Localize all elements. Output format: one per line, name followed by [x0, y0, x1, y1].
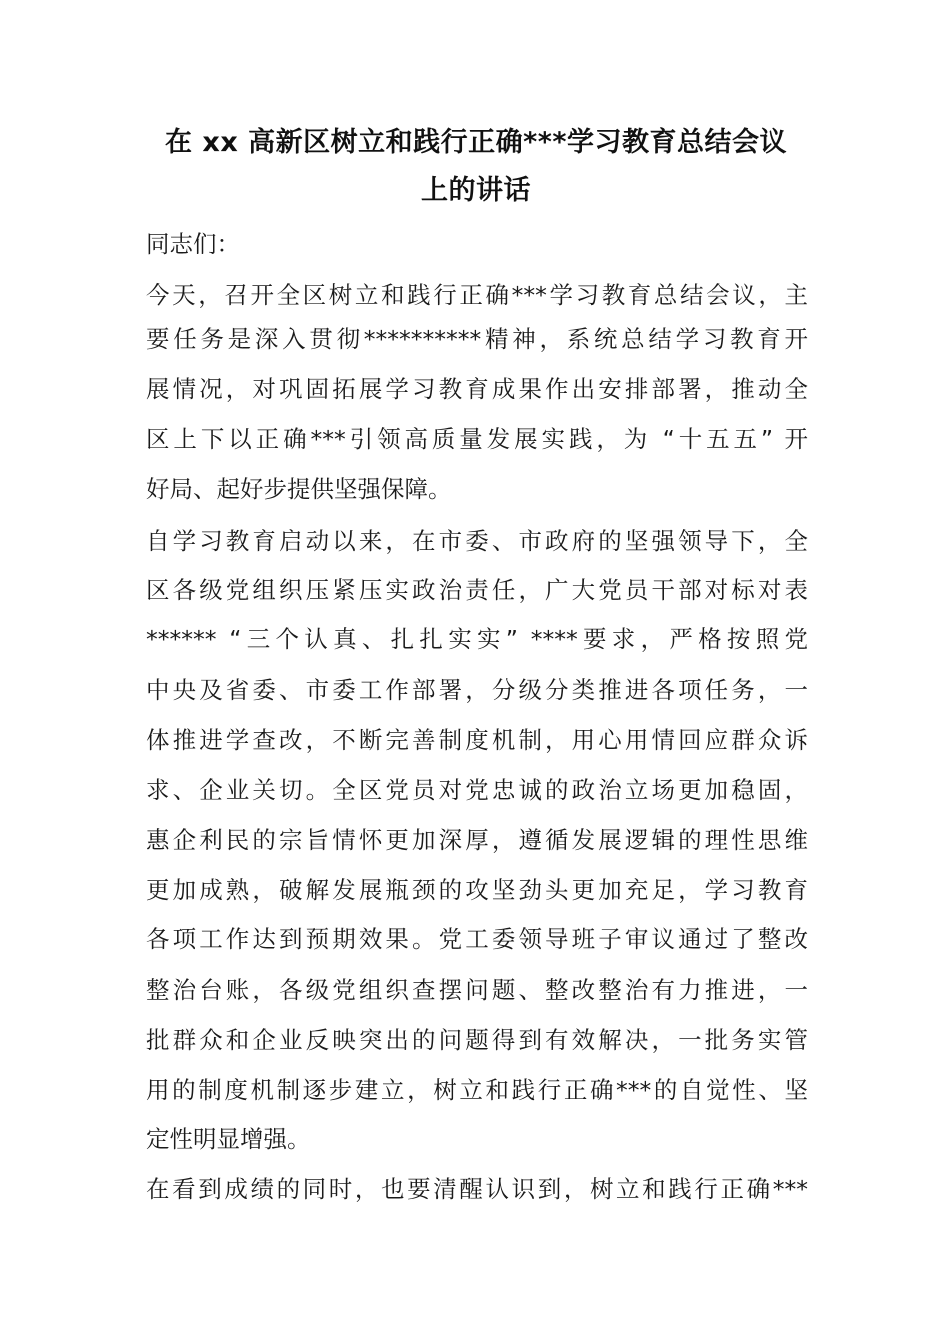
body-line: 求、企业关切。全区党员对党忠诚的政治立场更加稳固，: [146, 776, 808, 804]
body-line: 要任务是深入贯彻**********精神，系统总结学习教育开: [146, 325, 808, 353]
body-line: 批群众和企业反映突出的问题得到有效解决，一批务实管: [146, 1026, 808, 1054]
body-line: 各项工作达到预期效果。党工委领导班子审议通过了整改: [146, 925, 808, 953]
document-title-line-1: 在 xx 高新区树立和践行正确***学习教育总结会议: [165, 127, 787, 158]
body-line: 好局、起好步提供坚强保障。: [146, 475, 452, 503]
body-line: 区上下以正确***引领高质量发展实践，为 “十五五” 开: [146, 425, 808, 453]
body-line: 中央及省委、市委工作部署，分级分类推进各项任务，一: [146, 676, 808, 704]
body-line: 整治台账，各级党组织查摆问题、整改整治有力推进，一: [146, 976, 808, 1004]
body-line: 定性明显增强。: [146, 1125, 311, 1153]
body-line: 体推进学查改，不断完善制度机制，用心用情回应群众诉: [146, 726, 808, 754]
body-line: 用的制度机制逐步建立，树立和践行正确***的自觉性、坚: [146, 1076, 808, 1104]
body-line: 惠企利民的宗旨情怀更加深厚，遵循发展逻辑的理性思维: [146, 826, 808, 854]
body-line: 在看到成绩的同时，也要清醒认识到，树立和践行正确***: [146, 1175, 808, 1203]
salutation: 同志们：: [146, 230, 240, 258]
body-line: 区各级党组织压紧压实政治责任，广大党员干部对标对表: [146, 576, 808, 604]
body-line: ****** “三个认真、扎扎实实” ****要求，严格按照党: [146, 625, 808, 653]
document-title-line-2: 上的讲话: [421, 175, 531, 206]
body-line: 更加成熟，破解发展瓶颈的攻坚劲头更加充足，学习教育: [146, 876, 808, 904]
body-line: 展情况，对巩固拓展学习教育成果作出安排部署，推动全: [146, 375, 808, 403]
body-line: 今天，召开全区树立和践行正确***学习教育总结会议，主: [146, 281, 808, 309]
body-line: 自学习教育启动以来，在市委、市政府的坚强领导下，全: [146, 527, 808, 555]
